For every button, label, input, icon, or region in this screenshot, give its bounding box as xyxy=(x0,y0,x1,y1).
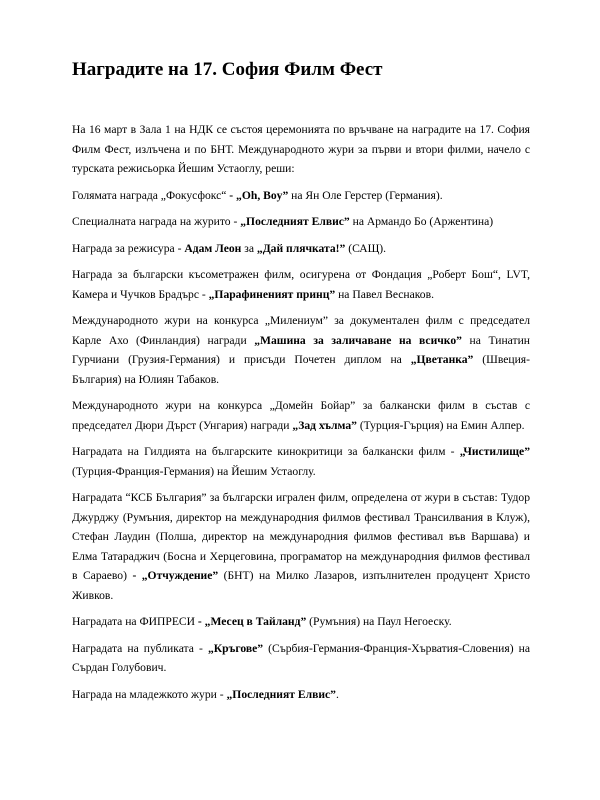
bold-text: „Машина за заличаване на всичко” xyxy=(254,333,462,347)
paragraph-guild xyxy=(72,442,530,481)
text-run: (Швеция-България) на Юлиян Табаков. xyxy=(72,353,530,386)
text-run: Международното жури на конкурса „Милениум” за документален филм с председател Карле Ахо (Финландия) награди xyxy=(72,314,530,347)
text-run: Наградата на публиката - xyxy=(72,641,208,655)
paragraph-millennium xyxy=(72,311,530,389)
bold-text: - „Месец в Тайланд” xyxy=(197,615,307,628)
text-run: на Павел Веснаков. xyxy=(335,287,434,301)
bold-text: - „Oh, Boy” xyxy=(229,188,289,202)
paragraph-ksb xyxy=(72,488,530,605)
text-run: (Румъния) на Паул Негоеску. xyxy=(306,615,452,628)
text-run: Наградата на ФИПРЕСИ xyxy=(72,615,198,628)
bold-text: - „Отчуждение” xyxy=(132,569,219,582)
bold-text: „Последният Елвис” xyxy=(226,687,336,701)
text-run: (БНТ) на Милко Лазаров, изпълнителен продуцент Христо Живков. xyxy=(72,569,531,602)
bold-text: „Дай плячката!” xyxy=(256,241,346,255)
paragraph-grand-prize xyxy=(72,186,530,206)
text-run: Награда за режисура - xyxy=(72,241,185,255)
text-run: (САЩ). xyxy=(345,241,387,255)
paragraph-directing xyxy=(72,239,530,259)
text-run: на Ян Оле Герстер (Германия). xyxy=(288,188,443,202)
bold-text: „Кръгове” xyxy=(207,641,264,655)
paragraph-fipresci xyxy=(72,612,530,632)
document-body xyxy=(72,120,530,704)
paragraph-domain-boyar xyxy=(72,396,530,435)
text-run: . xyxy=(335,687,339,701)
text-run: Награда за български късометражен филм, осигурена от Фондация „Роберт Бош“, LVT, Камера и Чучков Брадърс - xyxy=(72,268,530,301)
text-run: Международното жури на конкурса „Домейн Бойар” за балкански филм в състав с председател Дюри Дърст (Унгария) награди xyxy=(72,399,530,432)
paragraph-audience xyxy=(72,639,530,678)
text-run: (Сърбия-Германия-Франция-Хърватия-Словения) на Сърдан Голубович. xyxy=(72,641,530,674)
paragraph-bulgarian-short xyxy=(72,265,530,304)
text-run: Награда на младежкото жури - xyxy=(72,687,227,701)
text-run: (Турция-Франция-Германия) на Йешим Устаоглу. xyxy=(72,464,316,478)
bold-text: Адам Леон xyxy=(184,241,242,255)
text-run: за xyxy=(241,241,257,255)
bold-text: „Чистилище” xyxy=(459,445,530,458)
text-run: Наградата на Гилдията на българските кинокритици за балкански филм - xyxy=(72,445,460,458)
text-run: Специалната награда на журито - xyxy=(72,215,241,228)
text-run: на Тинатин Гурчиани (Грузия-Германия) и присъди Почетен диплом на xyxy=(72,333,530,366)
text-run: Наградата “КСБ България” за български игрален филм, определена от жури в състав: Тудор Джурджу (Румъния, директор на международния филмов фестивал Трансилвания в Клуж), Стефан Лаудин (Полша, директор на международния филмов фестивал във Варшава) и Елма Татараджич (Босна и Херцеговина, програматор на международния филмов фестивал в Сараево) xyxy=(72,491,530,582)
text-run: На 16 март в Зала 1 на НДК се състоя церемонията по връчване на наградите на 17. София Филм Фест, излъчена и по БНТ. Международното жури за първи и втори филми, начело с турската режисьорка Йешим Устаоглу, реши: xyxy=(72,123,530,175)
paragraph-intro xyxy=(72,120,530,179)
text-run: на Армандо Бо (Аржентина) xyxy=(349,215,494,228)
text-run: (Турция-Гърция) на Емин Алпер. xyxy=(356,418,525,432)
bold-text: „Зад хълма” xyxy=(292,418,357,432)
document-page xyxy=(72,58,530,711)
bold-text: „Парафиненият принц” xyxy=(208,287,336,301)
paragraph-jury-special xyxy=(72,212,530,232)
text-run: Голямата награда „Фокусфокс“ xyxy=(72,188,230,202)
paragraph-youth-jury xyxy=(72,685,530,705)
page-title: Наградите на 17. София Филм Фест xyxy=(72,59,383,80)
bold-text: „Последният Елвис” xyxy=(240,215,350,228)
bold-text: „Цветанка” xyxy=(410,353,474,366)
